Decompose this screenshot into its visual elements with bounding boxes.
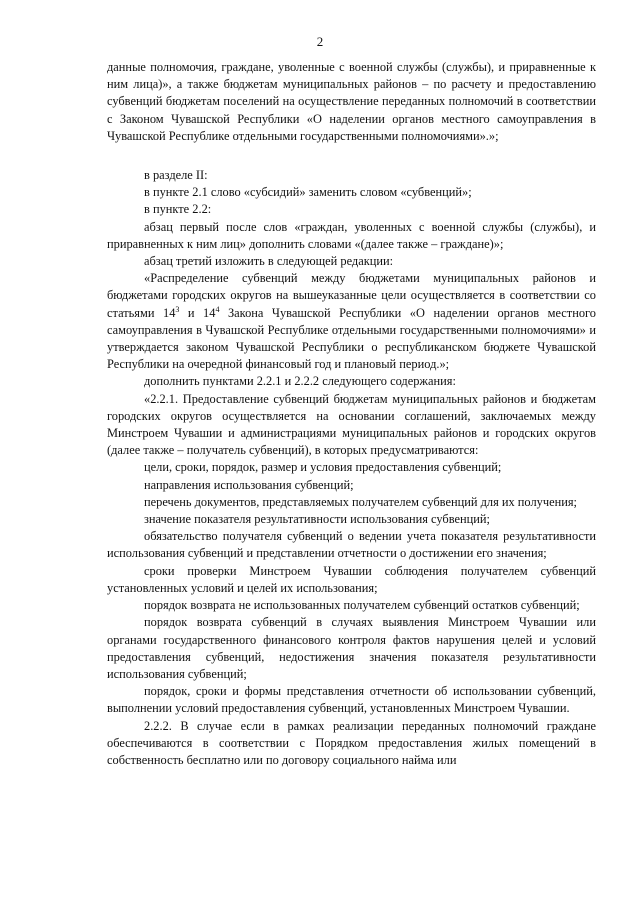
paragraph: порядок возврата субвенций в случаях выявления Минстроем Чувашии или органами государственного финансового контроля фактов нарушения целей и условий предоставления субвенций, недостижения значения показателя результативности использования субвенций;	[107, 615, 596, 681]
paragraph: порядок, сроки и формы представления отчетности об использовании субвенций, выполнении условий предоставления субвенций, установленных Минстроем Чувашии.	[107, 684, 596, 716]
superscript: 4	[215, 304, 220, 314]
paragraph: сроки проверки Минстроем Чувашии соблюдения получателем субвенций установленных условий и целей их использования;	[107, 563, 596, 595]
paragraph: «2.2.1. Предоставление субвенций бюджетам муниципальных районов и бюджетам городских округов осуществляется на основании соглашений, заключаемых между Минстроем Чувашии и администрациями муниципальных районов и городских округов (далее также – получатель субвенций), в которых предусматриваются:	[107, 391, 596, 458]
paragraph: данные полномочия, граждане, уволенные с военной службы (службы), и приравненные к ним лица)», а также бюджетам муниципальных районов – по расчету и предоставлению субвенций бюджетам поселений на осуществление переданных полномочий в соответствии с Законом Чувашской Республики «О наделении органов местного самоуправления в Чувашской Республике отдельными государственными полномочиями».»;	[107, 60, 596, 143]
paragraph: 2.2.2. В случае если в рамках реализации переданных полномочий граждане обеспечиваются в соответствии с Порядком предоставления жилых помещений в собственность бесплатно или по договору социального найма или	[107, 718, 596, 767]
paragraph: порядок возврата не использованных получателем субвенций остатков субвенций;	[144, 598, 580, 613]
paragraph: дополнить пунктами 2.2.1 и 2.2.2 следующего содержания:	[144, 374, 456, 389]
paragraph: обязательство получателя субвенций о ведении учета показателя результативности использования субвенций и представлении отчетности о достижении его значения;	[107, 529, 596, 561]
paragraph-law-reference	[107, 270, 596, 373]
paragraph: направления использования субвенций;	[144, 477, 354, 492]
paragraph: значение показателя результативности использования субвенций;	[144, 512, 490, 527]
paragraph: в пункте 2.1 слово «субсидий» заменить словом «субвенций»;	[144, 185, 472, 200]
superscript: 3	[175, 304, 180, 314]
paragraph: абзац третий изложить в следующей редакции:	[144, 254, 394, 269]
paragraph: абзац первый после слов «граждан, уволенных с военной службы (службы), и приравненных к ним лиц» дополнить словами «(далее также – граждане)»;	[107, 219, 596, 251]
paragraph: цели, сроки, порядок, размер и условия предоставления субвенций;	[144, 460, 502, 475]
document-body	[107, 59, 596, 769]
page-number: 2	[316, 34, 324, 49]
paragraph-segment: Закона Чувашской Республики «О наделении органов местного самоуправления в Чувашской Республике отдельными государственными полномочиями» и утверждается законом Чувашской Республики о республиканском бюджете Чувашской Республики на очередной финансовый год и плановый период.»;	[107, 305, 596, 372]
paragraph-gap	[107, 145, 596, 167]
paragraph: в разделе II:	[144, 168, 208, 183]
paragraph-segment: «Распределение субвенций между бюджетами муниципальных районов и бюджетами городских округов на вышеуказанные цели осуществляется в соответствии со статьями 14	[107, 271, 596, 320]
paragraph-segment: и 14	[179, 305, 216, 320]
paragraph: перечень документов, представляемых получателем субвенций для их получения;	[144, 494, 577, 509]
paragraph: в пункте 2.2:	[144, 202, 212, 217]
